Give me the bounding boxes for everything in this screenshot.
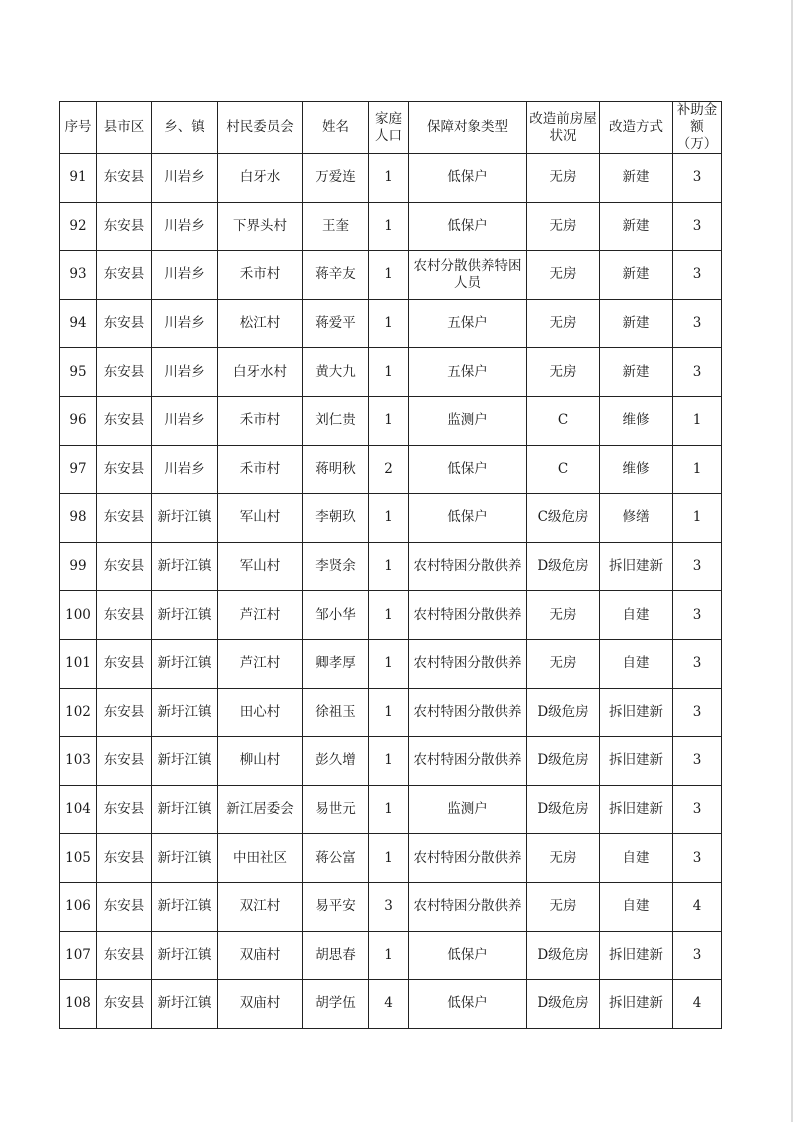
cell-method: 修缮 [600, 494, 673, 543]
cell-type: 农村特困分散供养 [409, 737, 527, 786]
cell-name: 邹小华 [303, 591, 369, 640]
cell-village: 中田社区 [218, 834, 303, 883]
cell-before: 无房 [527, 251, 600, 300]
cell-county: 东安县 [97, 396, 152, 445]
header-method: 改造方式 [600, 102, 673, 154]
cell-town: 川岩乡 [152, 202, 218, 251]
cell-before: C [527, 445, 600, 494]
header-before: 改造前房屋状况 [527, 102, 600, 154]
cell-town: 川岩乡 [152, 445, 218, 494]
cell-household: 1 [369, 154, 409, 203]
cell-seq: 105 [60, 834, 97, 883]
header-name: 姓名 [303, 102, 369, 154]
cell-subsidy: 1 [673, 494, 722, 543]
table-row [60, 980, 722, 1029]
cell-subsidy: 4 [673, 882, 722, 931]
cell-town: 新圩江镇 [152, 834, 218, 883]
cell-method: 拆旧建新 [600, 542, 673, 591]
cell-village: 下界头村 [218, 202, 303, 251]
cell-seq: 101 [60, 639, 97, 688]
table-row [60, 639, 722, 688]
cell-seq: 96 [60, 396, 97, 445]
cell-town: 新圩江镇 [152, 542, 218, 591]
cell-seq: 92 [60, 202, 97, 251]
table-row [60, 396, 722, 445]
cell-subsidy: 3 [673, 251, 722, 300]
cell-village: 双庙村 [218, 980, 303, 1029]
header-county: 县市区 [97, 102, 152, 154]
cell-village: 双庙村 [218, 931, 303, 980]
cell-method: 维修 [600, 396, 673, 445]
cell-name: 刘仁贵 [303, 396, 369, 445]
cell-name: 卿孝厚 [303, 639, 369, 688]
cell-village: 双江村 [218, 882, 303, 931]
cell-subsidy: 3 [673, 154, 722, 203]
cell-village: 禾市村 [218, 445, 303, 494]
cell-town: 川岩乡 [152, 251, 218, 300]
cell-household: 1 [369, 348, 409, 397]
cell-household: 1 [369, 299, 409, 348]
cell-county: 东安县 [97, 202, 152, 251]
cell-town: 新圩江镇 [152, 494, 218, 543]
cell-seq: 93 [60, 251, 97, 300]
cell-method: 拆旧建新 [600, 980, 673, 1029]
cell-method: 拆旧建新 [600, 931, 673, 980]
cell-before: C [527, 396, 600, 445]
cell-name: 蒋明秋 [303, 445, 369, 494]
cell-method: 自建 [600, 639, 673, 688]
cell-county: 东安县 [97, 542, 152, 591]
cell-village: 田心村 [218, 688, 303, 737]
table-row [60, 494, 722, 543]
cell-type: 农村特困分散供养 [409, 591, 527, 640]
cell-town: 川岩乡 [152, 348, 218, 397]
cell-seq: 100 [60, 591, 97, 640]
cell-county: 东安县 [97, 834, 152, 883]
cell-subsidy: 3 [673, 348, 722, 397]
cell-seq: 108 [60, 980, 97, 1029]
cell-before: D级危房 [527, 688, 600, 737]
cell-method: 新建 [600, 299, 673, 348]
table-body [60, 154, 722, 1029]
cell-household: 1 [369, 688, 409, 737]
cell-household: 1 [369, 591, 409, 640]
cell-subsidy: 3 [673, 785, 722, 834]
cell-method: 自建 [600, 834, 673, 883]
cell-subsidy: 3 [673, 639, 722, 688]
cell-county: 东安县 [97, 154, 152, 203]
cell-seq: 104 [60, 785, 97, 834]
cell-type: 低保户 [409, 202, 527, 251]
cell-method: 新建 [600, 348, 673, 397]
cell-county: 东安县 [97, 445, 152, 494]
cell-name: 王奎 [303, 202, 369, 251]
header-household: 家庭人口 [369, 102, 409, 154]
header-row [60, 102, 722, 154]
cell-county: 东安县 [97, 299, 152, 348]
cell-seq: 102 [60, 688, 97, 737]
cell-before: 无房 [527, 639, 600, 688]
table-row [60, 785, 722, 834]
cell-before: D级危房 [527, 737, 600, 786]
table-row [60, 737, 722, 786]
cell-household: 4 [369, 980, 409, 1029]
cell-town: 新圩江镇 [152, 980, 218, 1029]
cell-town: 新圩江镇 [152, 737, 218, 786]
cell-town: 川岩乡 [152, 299, 218, 348]
cell-town: 新圩江镇 [152, 785, 218, 834]
cell-name: 蒋辛友 [303, 251, 369, 300]
cell-type: 五保户 [409, 299, 527, 348]
cell-before: 无房 [527, 154, 600, 203]
cell-before: D级危房 [527, 931, 600, 980]
cell-village: 新江居委会 [218, 785, 303, 834]
cell-subsidy: 3 [673, 931, 722, 980]
cell-method: 自建 [600, 591, 673, 640]
cell-name: 黄大九 [303, 348, 369, 397]
cell-subsidy: 3 [673, 834, 722, 883]
table-row [60, 348, 722, 397]
cell-household: 1 [369, 494, 409, 543]
cell-seq: 97 [60, 445, 97, 494]
cell-subsidy: 3 [673, 202, 722, 251]
cell-subsidy: 1 [673, 396, 722, 445]
cell-name: 胡思春 [303, 931, 369, 980]
cell-before: 无房 [527, 299, 600, 348]
cell-name: 李贤余 [303, 542, 369, 591]
cell-household: 2 [369, 445, 409, 494]
cell-name: 彭久增 [303, 737, 369, 786]
cell-method: 新建 [600, 154, 673, 203]
cell-village: 芦江村 [218, 591, 303, 640]
cell-method: 新建 [600, 251, 673, 300]
cell-village: 禾市村 [218, 396, 303, 445]
table-header [60, 102, 722, 154]
cell-name: 易平安 [303, 882, 369, 931]
cell-type: 农村特困分散供养 [409, 688, 527, 737]
cell-town: 新圩江镇 [152, 882, 218, 931]
cell-town: 新圩江镇 [152, 639, 218, 688]
cell-type: 农村分散供养特困人员 [409, 251, 527, 300]
cell-seq: 107 [60, 931, 97, 980]
cell-before: C级危房 [527, 494, 600, 543]
cell-household: 1 [369, 202, 409, 251]
cell-household: 1 [369, 251, 409, 300]
header-village: 村民委员会 [218, 102, 303, 154]
subsidy-table [59, 101, 722, 1029]
table-row [60, 882, 722, 931]
cell-type: 农村特困分散供养 [409, 542, 527, 591]
cell-household: 1 [369, 785, 409, 834]
cell-before: D级危房 [527, 980, 600, 1029]
cell-type: 监测户 [409, 785, 527, 834]
table-row [60, 445, 722, 494]
cell-seq: 98 [60, 494, 97, 543]
header-subsidy: 补助金额（万） [673, 102, 722, 154]
cell-type: 低保户 [409, 980, 527, 1029]
cell-method: 自建 [600, 882, 673, 931]
cell-household: 1 [369, 931, 409, 980]
cell-type: 农村特困分散供养 [409, 834, 527, 883]
cell-seq: 91 [60, 154, 97, 203]
table-row [60, 931, 722, 980]
cell-county: 东安县 [97, 882, 152, 931]
table-row [60, 299, 722, 348]
table-row [60, 834, 722, 883]
table-row [60, 154, 722, 203]
cell-village: 芦江村 [218, 639, 303, 688]
cell-household: 3 [369, 882, 409, 931]
cell-household: 1 [369, 834, 409, 883]
cell-name: 万爱连 [303, 154, 369, 203]
cell-type: 农村特困分散供养 [409, 882, 527, 931]
cell-household: 1 [369, 639, 409, 688]
table-row [60, 591, 722, 640]
cell-method: 拆旧建新 [600, 688, 673, 737]
cell-subsidy: 4 [673, 980, 722, 1029]
cell-household: 1 [369, 396, 409, 445]
cell-county: 东安县 [97, 591, 152, 640]
cell-village: 松江村 [218, 299, 303, 348]
table-row [60, 688, 722, 737]
cell-subsidy: 3 [673, 737, 722, 786]
cell-name: 胡学伍 [303, 980, 369, 1029]
table-row [60, 202, 722, 251]
cell-town: 新圩江镇 [152, 591, 218, 640]
cell-county: 东安县 [97, 688, 152, 737]
header-seq: 序号 [60, 102, 97, 154]
cell-village: 白牙水 [218, 154, 303, 203]
cell-subsidy: 3 [673, 542, 722, 591]
cell-village: 柳山村 [218, 737, 303, 786]
cell-before: D级危房 [527, 785, 600, 834]
cell-seq: 106 [60, 882, 97, 931]
cell-county: 东安县 [97, 785, 152, 834]
cell-village: 禾市村 [218, 251, 303, 300]
cell-before: 无房 [527, 591, 600, 640]
cell-name: 蒋公富 [303, 834, 369, 883]
cell-type: 低保户 [409, 445, 527, 494]
cell-town: 川岩乡 [152, 154, 218, 203]
cell-type: 低保户 [409, 931, 527, 980]
cell-before: D级危房 [527, 542, 600, 591]
cell-village: 白牙水村 [218, 348, 303, 397]
cell-type: 低保户 [409, 154, 527, 203]
cell-before: 无房 [527, 834, 600, 883]
cell-type: 五保户 [409, 348, 527, 397]
cell-type: 低保户 [409, 494, 527, 543]
cell-method: 拆旧建新 [600, 785, 673, 834]
cell-household: 1 [369, 542, 409, 591]
cell-village: 军山村 [218, 542, 303, 591]
cell-county: 东安县 [97, 639, 152, 688]
cell-subsidy: 3 [673, 688, 722, 737]
header-type: 保障对象类型 [409, 102, 527, 154]
cell-type: 农村特困分散供养 [409, 639, 527, 688]
cell-village: 军山村 [218, 494, 303, 543]
cell-method: 拆旧建新 [600, 737, 673, 786]
cell-seq: 95 [60, 348, 97, 397]
cell-seq: 94 [60, 299, 97, 348]
cell-before: 无房 [527, 348, 600, 397]
header-town: 乡、镇 [152, 102, 218, 154]
cell-town: 川岩乡 [152, 396, 218, 445]
table-row [60, 542, 722, 591]
cell-method: 新建 [600, 202, 673, 251]
cell-name: 徐祖玉 [303, 688, 369, 737]
cell-type: 监测户 [409, 396, 527, 445]
cell-county: 东安县 [97, 737, 152, 786]
cell-method: 维修 [600, 445, 673, 494]
cell-subsidy: 3 [673, 591, 722, 640]
cell-before: 无房 [527, 202, 600, 251]
cell-seq: 103 [60, 737, 97, 786]
cell-name: 蒋爱平 [303, 299, 369, 348]
cell-county: 东安县 [97, 348, 152, 397]
cell-county: 东安县 [97, 251, 152, 300]
table-row [60, 251, 722, 300]
cell-subsidy: 3 [673, 299, 722, 348]
cell-name: 李朝玖 [303, 494, 369, 543]
cell-town: 新圩江镇 [152, 688, 218, 737]
cell-seq: 99 [60, 542, 97, 591]
cell-town: 新圩江镇 [152, 931, 218, 980]
cell-county: 东安县 [97, 931, 152, 980]
cell-name: 易世元 [303, 785, 369, 834]
cell-subsidy: 1 [673, 445, 722, 494]
cell-county: 东安县 [97, 980, 152, 1029]
cell-before: 无房 [527, 882, 600, 931]
cell-household: 1 [369, 737, 409, 786]
cell-county: 东安县 [97, 494, 152, 543]
